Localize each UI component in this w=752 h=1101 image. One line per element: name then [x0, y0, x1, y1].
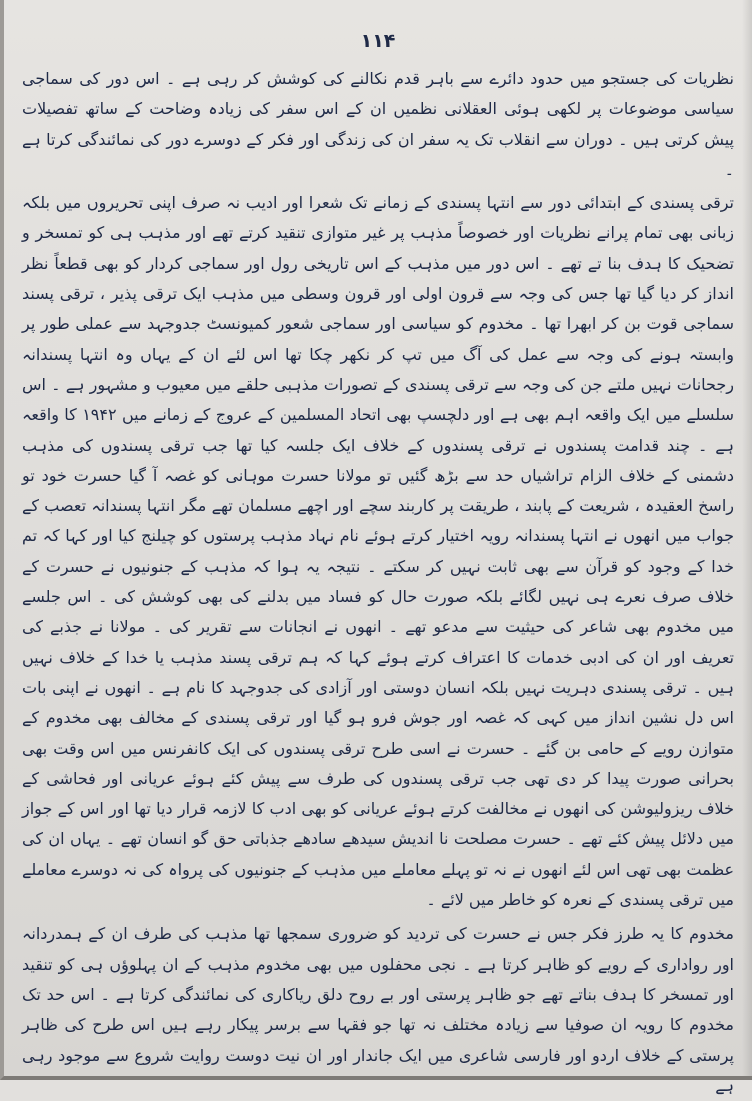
page-number: ۱۱۴ [360, 30, 396, 52]
page-edge-shadow [742, 0, 752, 1076]
paragraph-3: مخدوم کا یہ طرز فکر جس نے حسرت کی تردید کو ضروری سمجھا تھا مذہب کی طرف ان کے ہمدردانہ اور رواداری کے رویے کو ظاہر کرتا ہے ۔ نجی محفلوں میں بھی مخدوم مذہب کے ان پہلوؤں ہی کو تنقید اور تمسخر کا ہدف بناتے تھے جو ظاہر پرستی اور بے روح دلق ریاکاری کی نمائندگی کرتا ہے ۔ اس حد تک مخدوم کا رویہ ان صوفیا سے زیادہ مختلف نہ تھا جو فقہا سے برسر پیکار رہے ہیں اس طرح کی ظاہر پرستی کے خلاف اردو اور فارسی شاعری میں ایک جاندار اور ان نیت دوست روایت شروع سے موجود رہی ہے [22, 924, 734, 1095]
paragraph-2: ترقی پسندی کے ابتدائی دور سے انتہا پسندی کے زمانے تک شعرا اور ادیب نہ صرف اپنی تحریروں میں بلکہ زبانی بھی تمام پرانے نظریات اور خصوصاً مذہب پر غیر متوازی تنقید کرتے تھے اور مذہب ہی کو تمسخر و تضحیک کا ہدف بنا تے تھے ۔ اس دور میں مذہب کے اس تاریخی رول اور سماجی کردار کو بھی قطعاً نظر انداز کر دیا گیا تھا جس کی وجہ سے قرون اولی اور قرون وسطی میں مذہب ایک ترقی پذیر ، ترقی پسند سماجی قوت بن کر ابھرا تھا ۔ مخدوم کو سیاسی اور سماجی شعور کمیونسٹ جدوجہد سے عملی طور پر وابستہ ہونے کی وجہ سے عمل کی آگ میں تپ کر نکھر چکا تھا اس لئے ان کے یہاں وہ انتہا پسندانہ رجحانات نہیں ملتے جن کی وجہ سے ترقی پسندی کے تصورات مذہبی حلقے میں معیوب و مشہور ہے ۔ اس سلسلے میں ایک واقعہ اہم بھی ہے اور دلچسپ بھی اتحاد المسلمین کے عروج کے زمانے میں ۱۹۴۲ کا واقعہ ہے ۔ چند قدامت پسندوں نے ترقی پسندوں کے خلاف ایک جلسہ کیا تھا جب ترقی پسندوں کی مذہب دشمنی کے خلاف الزام تراشیاں حد سے بڑھ گئیں تو مولانا حسرت موہانی کو غصہ آ گیا حسرت خود تو راسخ العقیدہ ، شریعت کے پابند ، طریقت پر کاربند سچے اور اچھے مسلمان تھے مگر انتہا پسندانہ تعصب کے جواب میں انھوں نے انتہا پسندانہ رویہ اختیار کرتے ہوئے نام نہاد مذہب پرستوں کو چیلنج کیا اور کہا کہ تم خدا کے وجود کو قرآن سے بھی ثابت نہیں کر سکتے ۔ نتیجہ یہ ہوا کہ مذہب کے جنونیوں نے حسرت کے خلاف صرف نعرے ہی نہیں لگائے بلکہ صورت حال کو فساد میں بدلنے کی بھی کوشش کی ۔ اس جلسے میں مخدوم بھی شاعر کی حیثیت سے مدعو تھے ۔ انھوں نے انجانات سے تقریر کی ۔ مولانا نے جذبے کی تعریف اور ان کی ادبی خدمات کا اعتراف کرتے ہوئے کہا کہ ہم ترقی پسند مذہب یا خدا کے خلاف نہیں ہیں ۔ ترقی پسندی دہریت نہیں بلکہ انسان دوستی اور آزادی کی جدوجہد کا نام ہے ۔ انھوں نے اپنی بات اس دل نشین انداز میں کہی کہ غصہ اور جوش فرو ہو گیا اور ترقی پسندی کے مخالف بھی مخدوم کے متوازن رویے کے حامی بن گئے ۔ حسرت نے اسی طرح ترقی پسندوں کی ایک کانفرنس میں اس وقت بھی بحرانی صورت پیدا کر دی تھی جب ترقی پسندوں کی طرف سے پیش کئے ہوئے عریانی اور فحاشی کے خلاف ریزولیوشن کی انھوں نے مخالفت کرتے ہوئے عریانی کو بھی ادب کا لازمہ قرار دیا تھا اور اس کے جواز میں دلائل پیش کئے تھے ۔ حسرت مصلحت نا اندیش سیدھے سادھے جذباتی حق گو انسان تھے ۔ یہاں ان کی عظمت بھی تھی اس لئے انھوں نے نہ تو پہلے معاملے میں مذہب کے جنونیوں کی پرواہ کی نہ دوسرے معاملے میں ترقی پسندی کے نعرہ کو خاطر میں لائے ۔ [22, 193, 735, 910]
paragraph-1: نظریات کی جستجو میں حدود دائرے سے باہر قدم نکالنے کی کوشش کر رہی ہے ۔ اس دور کی سماجی سیاسی موضوعات پر لکھی ہوئی العقلانی نظمیں ان کے اس سفر کی زیادہ وضاحت کے ساتھ تفصیلات پیش کرتی ہیں ۔ دوران سے انقلاب تک یہ سفر ان کی زندگی اور فکر کے دوسرے دور کی نمائندگی کرتا ہے ۔ [22, 69, 734, 179]
page-body-text [22, 64, 734, 1101]
